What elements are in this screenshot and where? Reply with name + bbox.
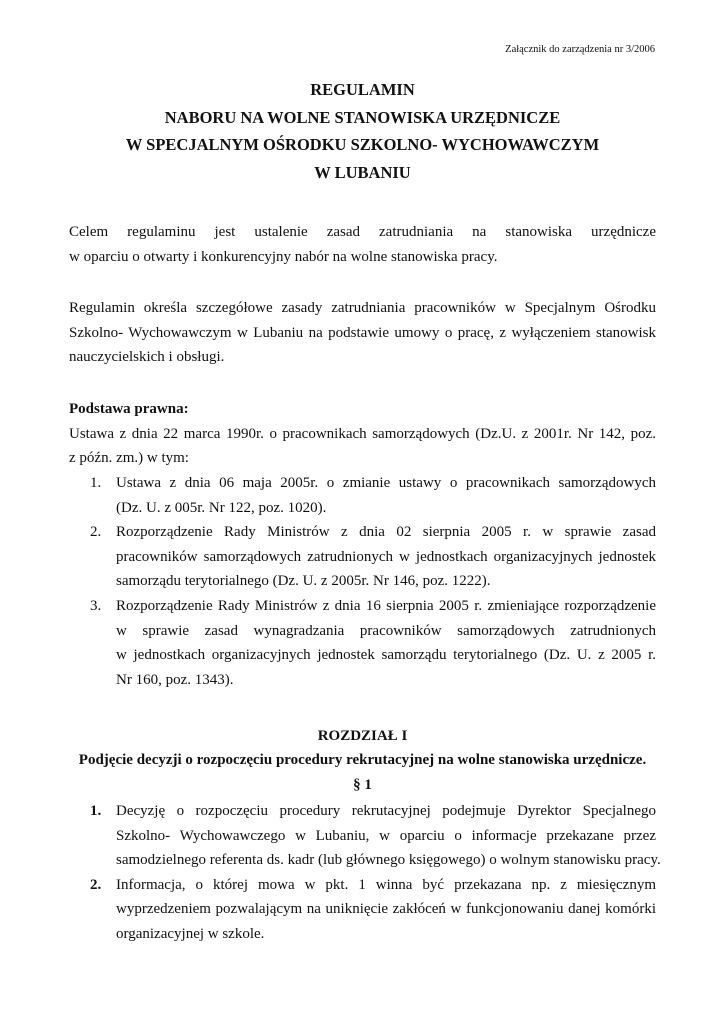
legal-heading: Podstawa prawna:	[69, 401, 189, 417]
text-line: Decyzję o rozpoczęciu procedury rekrutacyjnej podejmuje Dyrektor Specjalnego	[116, 803, 656, 819]
text-line: z późn. zm.) w tym:	[69, 450, 189, 467]
text-line: Szkolno- Wychowawczego w Lubaniu, w oparciu o informacje przekazane przez	[116, 827, 656, 844]
chapter-subtitle: Podjęcie decyzji o rozpoczęciu procedury rekrutacyjnej na wolne stanowiska urzędnicze.	[78, 752, 647, 768]
chapter-list	[69, 799, 661, 947]
legal-basis	[69, 397, 656, 471]
list-item	[69, 471, 656, 520]
list-item	[69, 873, 656, 947]
text-line: w sprawie zasad wynagradzania pracowników samorządowych zatrudnionych	[116, 622, 656, 639]
text-line: wyprzedzeniem pozwalającym na uniknięcie zakłóceń w funkcjonowaniu danej komórki	[116, 901, 656, 918]
intro-paragraph-1	[69, 220, 656, 269]
title-line: REGULAMIN	[310, 80, 415, 99]
text-line: organizacyjnej w szkole.	[116, 925, 265, 942]
text-line: Nr 160, poz. 1343).	[116, 671, 234, 688]
text-line: Informacja, o której mowa w pkt. 1 winna być przekazana np. z miesięcznym	[116, 876, 656, 893]
text-line: w jednostkach organizacyjnych jednostek samorządu terytorialnego (Dz. U. z 2005 r.	[116, 647, 656, 664]
list-item	[69, 799, 661, 873]
item-number: 2.	[90, 524, 102, 541]
text-line: Szkolno- Wychowawczym w Lubaniu na podstawie umowy o pracę, z wyłączeniem stanowisk	[69, 324, 656, 341]
annex-note: Załącznik do zarządzenia nr 3/2006	[505, 44, 655, 55]
intro-paragraph-2	[69, 296, 656, 370]
title-line: NABORU NA WOLNE STANOWISKA URZĘDNICZE	[164, 107, 561, 127]
text-line: Regulamin określa szczegółowe zasady zatrudniania pracowników w Specjalnym Ośrodku	[69, 300, 656, 316]
text-line: w oparciu o otwarty i konkurencyjny nabór na wolne stanowiska pracy.	[69, 248, 498, 265]
item-number: 2.	[90, 876, 102, 893]
text-line: Celem regulaminu jest ustalenie zasad zatrudniania na stanowiska urzędnicze	[69, 224, 656, 240]
section-mark: § 1	[353, 777, 372, 793]
list-item	[69, 594, 656, 692]
text-line: Rozporządzenie Rady Ministrów z dnia 02 sierpnia 2005 r. w sprawie zasad	[116, 524, 656, 541]
text-line: Rozporządzenie Rady Ministrów z dnia 16 sierpnia 2005 r. zmieniające rozporządzenie	[116, 597, 656, 614]
text-line: Ustawa z dnia 22 marca 1990r. o pracownikach samorządowych (Dz.U. z 2001r. Nr 142, poz.	[69, 425, 656, 442]
list-item	[69, 520, 656, 594]
text-line: samodzielnego referenta ds. kadr (lub głównego księgowego) o wolnym stanowisku pracy.	[116, 852, 661, 869]
text-line: nauczycielskich i obsługi.	[69, 349, 225, 366]
chapter-title: ROZDZIAŁ I	[317, 728, 408, 744]
legal-list	[69, 471, 656, 692]
text-line: Ustawa z dnia 06 maja 2005r. o zmianie ustawy o pracownikach samorządowych	[116, 475, 656, 491]
document-title	[0, 76, 725, 186]
title-line: W LUBANIU	[314, 162, 411, 182]
text-line: (Dz. U. z 005r. Nr 122, poz. 1020).	[116, 499, 327, 516]
text-line: samorządu terytorialnego (Dz. U. z 2005r. Nr 146, poz. 1222).	[116, 573, 491, 590]
item-number: 1.	[90, 803, 102, 819]
text-line: pracowników samorządowych zatrudnionych w jednostkach organizacyjnych jednostek	[116, 548, 656, 565]
title-line: W SPECJALNYM OŚRODKU SZKOLNO- WYCHOWAWCZYM	[125, 135, 600, 154]
item-number: 1.	[90, 475, 102, 491]
item-number: 3.	[90, 597, 102, 614]
